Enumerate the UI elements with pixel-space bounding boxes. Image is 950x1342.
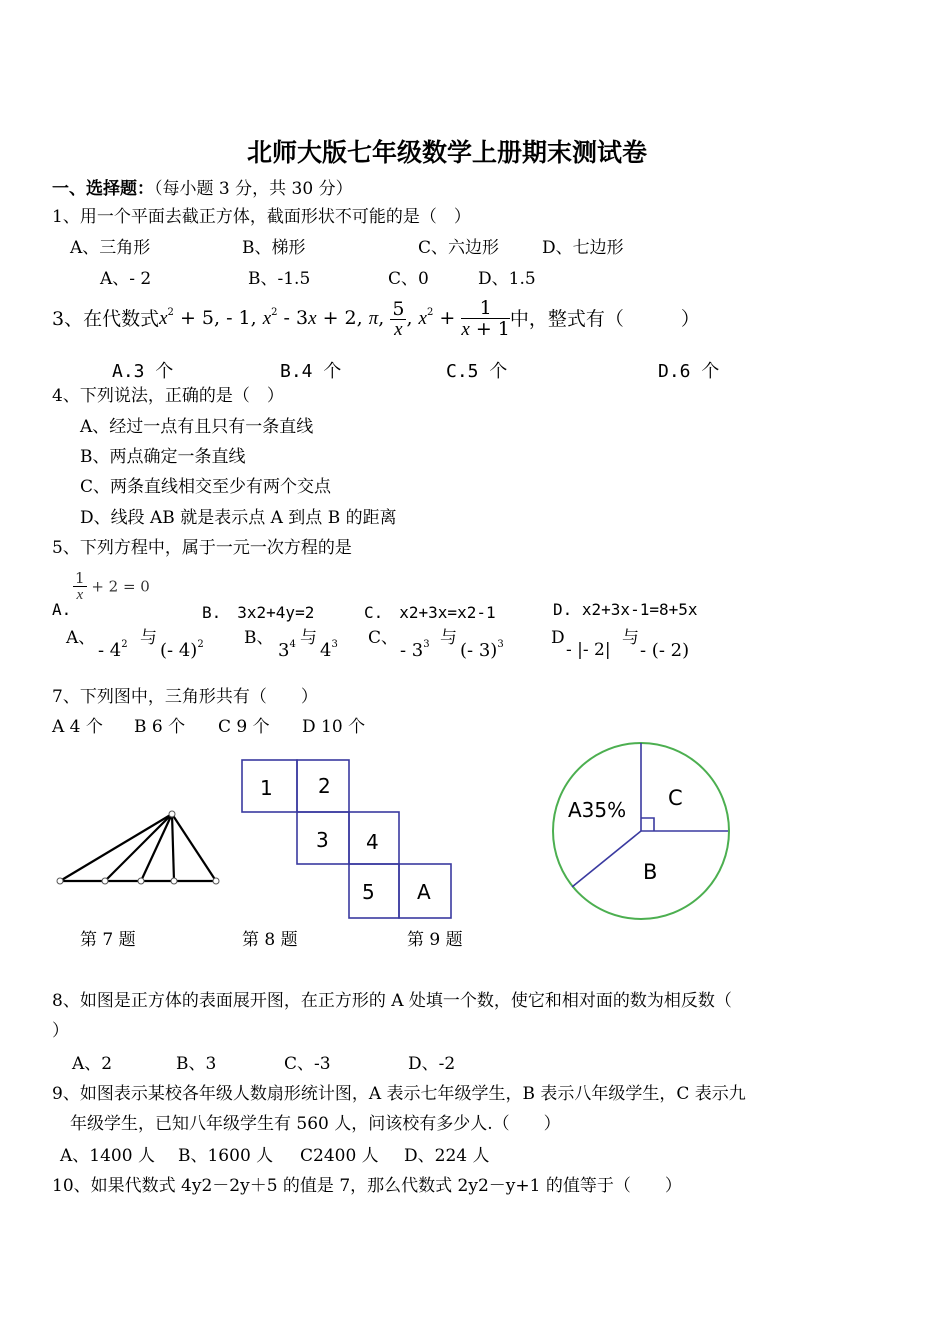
q3-prefix: 3、在代数式 (52, 308, 160, 330)
q9-stem: 9、如图表示某校各年级人数扇形统计图，A 表示七年级学生，B 表示八年级学生，C 表示九 (52, 1084, 746, 1104)
q6-expr-d1: - |- 2| (566, 640, 611, 660)
net-cell-a: A (417, 880, 431, 904)
q7-option-b: B 6 个 (134, 717, 186, 737)
q1-option-a: A、三角形 (70, 238, 151, 258)
q8-stem: 8、如图是正方体的表面展开图，在正方形的 A 处填一个数，使它和相对面的数为相反数（ (52, 991, 732, 1011)
figure-7-triangles (50, 800, 230, 895)
q8-option-d: D、-2 (408, 1054, 456, 1074)
q8-stem-end: ） (52, 1021, 69, 1041)
q9-option-c: C2400 人 (300, 1146, 379, 1166)
q1-option-c: C、六边形 (418, 238, 500, 258)
q4-option-c: C、两条直线相交至少有两个交点 (80, 477, 332, 497)
q3-stem (52, 298, 700, 340)
q5-option-d: D. x2+3x-1=8+5x (553, 600, 698, 619)
net-cell-2: 2 (318, 774, 331, 798)
q7-option-a: A 4 个 (52, 717, 103, 737)
q9-stem-continued: 年级学生，已知八年级学生有 560 人，问该校有多少人.（ ） (70, 1114, 561, 1134)
q4-stem: 4、下列说法，正确的是（ ） (52, 386, 284, 406)
q5-option-a: A. (52, 600, 72, 619)
q6-option-b-label: B、 (244, 628, 274, 648)
q2-option-b: B、-1.5 (248, 269, 311, 289)
q5-option-c: C. x2+3x=x2-1 (364, 603, 496, 622)
q6-connector-d: 与 (622, 628, 639, 648)
q8-option-c: C、-3 (284, 1054, 331, 1074)
q9-option-a: A、1400 人 (60, 1146, 155, 1166)
q4-option-b: B、两点确定一条直线 (80, 447, 246, 467)
q5-option-b: B. 3x2+4y=2 (202, 603, 315, 622)
caption-figure-8: 第 8 题 (242, 930, 298, 950)
q6-connector-a: 与 (140, 628, 157, 648)
q3-option-b: B.4 个 (280, 361, 342, 382)
q6-expr-b2: $4^3$ (320, 639, 338, 661)
q6-option-c-label: C、 (368, 628, 399, 648)
page-title: 北师大版七年级数学上册期末测试卷 (247, 138, 648, 167)
q2-option-a: A、- 2 (100, 269, 152, 289)
q6-expr-a1: - $4^2$ (98, 639, 128, 661)
q3-option-c: C.5 个 (446, 361, 508, 382)
pie-label-b: B (643, 860, 658, 884)
q3-expression: $x^2 + 5$, - 1, $x^2 - 3x + 2$, π, $\frac{5}{x}$ , $x^2$ + $\frac{1}{x + 1}$ (159, 297, 510, 340)
q8-option-a: A、2 (72, 1054, 113, 1074)
q5-fraction-expression: $\frac{1}{x}$ + 2 = 0 (75, 569, 150, 603)
q5-stem: 5、下列方程中，属于一元一次方程的是 (52, 538, 352, 558)
pie-label-a: A35% (568, 798, 627, 822)
net-cell-4: 4 (366, 830, 379, 854)
net-cell-1: 1 (260, 776, 273, 800)
q10-stem: 10、如果代数式 4y2－2y＋5 的值是 7，那么代数式 2y2－y+1 的值等于（ ） (52, 1176, 682, 1196)
section-heading (52, 179, 353, 199)
q3-suffix: 中，整式有（ ） (509, 308, 700, 330)
q6-expr-c1: - $3^3$ (400, 639, 430, 661)
figure-8-cube-net (240, 758, 455, 923)
q6-connector-c: 与 (440, 628, 457, 648)
q6-option-a-label: A、 (66, 628, 96, 648)
q6-connector-b: 与 (300, 628, 317, 648)
net-cell-3: 3 (316, 828, 329, 852)
q3-option-d: D.6 个 (658, 361, 720, 382)
q4-option-d: D、线段 AB 就是表示点 A 到点 B 的距离 (80, 508, 397, 528)
q1-option-b: B、梯形 (242, 238, 306, 258)
q1-option-d: D、七边形 (542, 238, 624, 258)
q3-option-a: A.3 个 (112, 361, 174, 382)
q9-option-d: D、224 人 (404, 1146, 490, 1166)
fraction-5-over-x: $\frac{5}{x}$ (392, 297, 405, 340)
q7-option-d: D 10 个 (302, 717, 366, 737)
q6-expr-d2: - (- 2) (640, 640, 690, 661)
q2-option-d: D、1.5 (478, 269, 536, 289)
q6-expr-c2: (- 3)$^3$ (460, 639, 504, 661)
section-label: 一、选择题： (52, 179, 154, 199)
q1-stem: 1、用一个平面去截正方体，截面形状不可能的是（ ） (52, 207, 471, 227)
figure-9-pie-chart (550, 740, 735, 925)
caption-figure-9: 第 9 题 (407, 930, 463, 950)
q6-expr-b1: $3^4$ (278, 639, 296, 661)
net-cell-5: 5 (362, 880, 375, 904)
q6-expr-a2: (- 4)$^2$ (160, 639, 204, 661)
q8-option-b: B、3 (176, 1054, 217, 1074)
q9-option-b: B、1600 人 (178, 1146, 274, 1166)
fraction-1-over-x-plus-1: $\frac{1}{x + 1}$ (461, 297, 510, 340)
pie-label-c: C (668, 786, 683, 810)
q7-option-c: C 9 个 (218, 717, 270, 737)
q2-option-c: C、0 (388, 269, 429, 289)
q6-option-d-label: D (551, 628, 565, 648)
q4-option-a: A、经过一点有且只有一条直线 (80, 417, 314, 437)
q7-stem: 7、下列图中，三角形共有（ ） (52, 687, 318, 707)
section-note: （每小题 3 分，共 30 分） (154, 179, 353, 199)
caption-figure-7: 第 7 题 (80, 930, 136, 950)
